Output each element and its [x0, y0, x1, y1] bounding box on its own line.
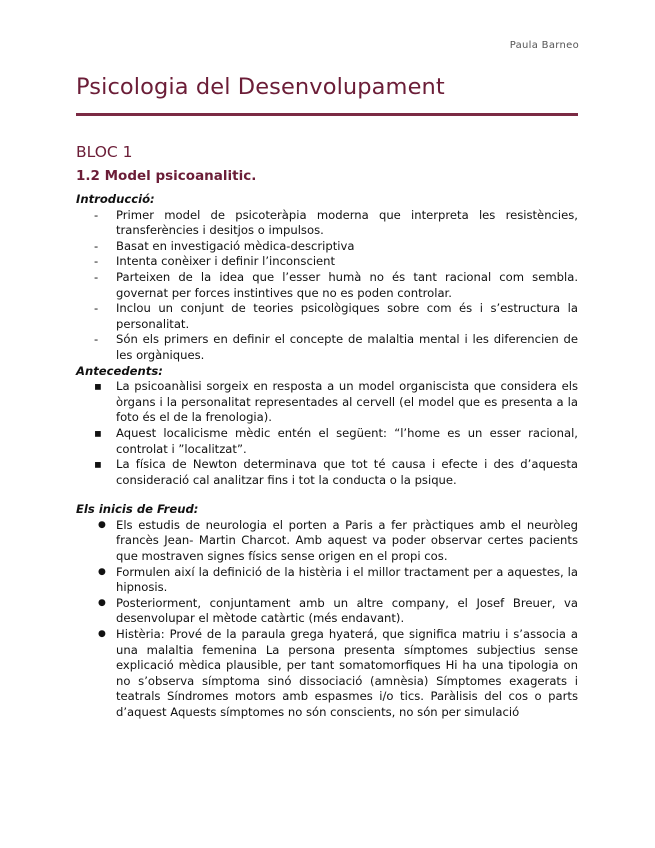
list-item [76, 332, 578, 363]
list-item-text: Intenta conèixer i definir l’inconscient [116, 254, 336, 269]
round-bullet-icon: ● [98, 519, 106, 530]
author-name: Paula Barneo [509, 40, 579, 51]
list-introduccio [76, 208, 578, 364]
list-freud [76, 518, 578, 721]
subsection-heading: 1.2 Model psicoanalitic. [76, 168, 257, 184]
list-item-text: Els estudis de neurologia el porten a Paris a fer pràctiques amb el neuròleg francès Jean- Martin Charcot. Amb aquest va poder observar certes pacients que mostraven signes físics sense origen en el propi cos. [116, 517, 578, 564]
round-bullet-icon: ● [98, 566, 106, 577]
dash-marker: - [94, 254, 99, 269]
dash-marker: - [94, 269, 99, 284]
dash-marker: - [94, 207, 99, 222]
list-item-text: Basat en investigació mèdica-descriptiva [116, 238, 355, 253]
dash-marker: - [94, 301, 99, 316]
square-bullet-icon: ▪ [94, 457, 102, 472]
list-item [76, 239, 578, 255]
list-item-text: Inclou un conjunt de teories psicològiques sobre com és i s’estructura la personalitat. [116, 301, 578, 331]
document-title: Psicologia del Desenvolupament [76, 74, 445, 100]
list-item-text: La física de Newton determinava que tot té causa i efecte i des d’aquesta consideració cal analitzar fins i tot la conducta o la psique. [116, 457, 578, 487]
list-item [76, 457, 578, 488]
list-item-text: Són els primers en definir el concepte de malaltia mental i les diferencien de les orgàniques. [116, 332, 578, 362]
list-antecedents [76, 379, 578, 488]
round-bullet-icon: ● [98, 597, 106, 608]
list-item [76, 627, 578, 721]
list-item-text: Primer model de psicoteràpia moderna que interpreta les resistències, transferències i desitjos o impulsos. [116, 207, 578, 238]
list-item [76, 596, 578, 627]
square-bullet-icon: ▪ [94, 379, 102, 394]
round-bullet-icon: ● [98, 629, 106, 640]
list-item-text: La psicoanàlisi sorgeix en resposta a un model organiscista que considera els òrgans i la personalitat representades al cervell (el model que es presenta a la foto és el de la frenologia). [116, 379, 578, 425]
dash-marker: - [94, 332, 99, 347]
list-item [76, 379, 578, 426]
list-item [76, 301, 578, 332]
list-item [76, 208, 578, 239]
square-bullet-icon: ▪ [94, 425, 102, 440]
list-item [76, 518, 578, 565]
document-body [76, 192, 578, 721]
section-heading-introduccio: Introducció: [76, 192, 155, 206]
list-item-text: Posteriorment, conjuntament amb un altre company, el Josef Breuer, va desenvolupar el mètode catàrtic (més endavant). [116, 595, 578, 626]
list-item [76, 565, 578, 596]
list-item [76, 270, 578, 301]
list-item-text: Formulen així la definició de la histèria i el millor tractament per a aquestes, la hipnosis. [116, 564, 578, 595]
section-heading-antecedents: Antecedents: [76, 363, 163, 378]
section-heading-freud: Els inicis de Freud: [76, 502, 199, 517]
list-item [76, 426, 578, 457]
bloc-heading: BLOC 1 [76, 143, 133, 161]
list-item-text: Parteixen de la idea que l’esser humà no és tant racional com sembla. governat per forces instintives que no es poden controlar. [116, 269, 578, 300]
dash-marker: - [94, 238, 99, 253]
list-item-text: Histèria: Prové de la paraula grega hyaterá, que significa matriu i s’associa a una malaltia femenina La persona presenta símptomes subjectius sense explicació mèdica plausible, per tant somatomorfiques Hi ha una tipologia on no s’observa símptoma sinó dissociació (amnèsia) Símptomes exagerats i teatrals Síndromes motors amb espasmes i/o tics. Paràlisis del cos o parts d’aquest Aquests símptomes no són conscients, no són per simulació [116, 627, 578, 719]
section-spacer [76, 488, 578, 502]
title-divider [76, 113, 578, 116]
list-item [76, 254, 578, 270]
list-item-text: Aquest localicisme mèdic entén el següent: “l’home es un esser racional, controlat i ”localitzat”. [116, 425, 578, 456]
